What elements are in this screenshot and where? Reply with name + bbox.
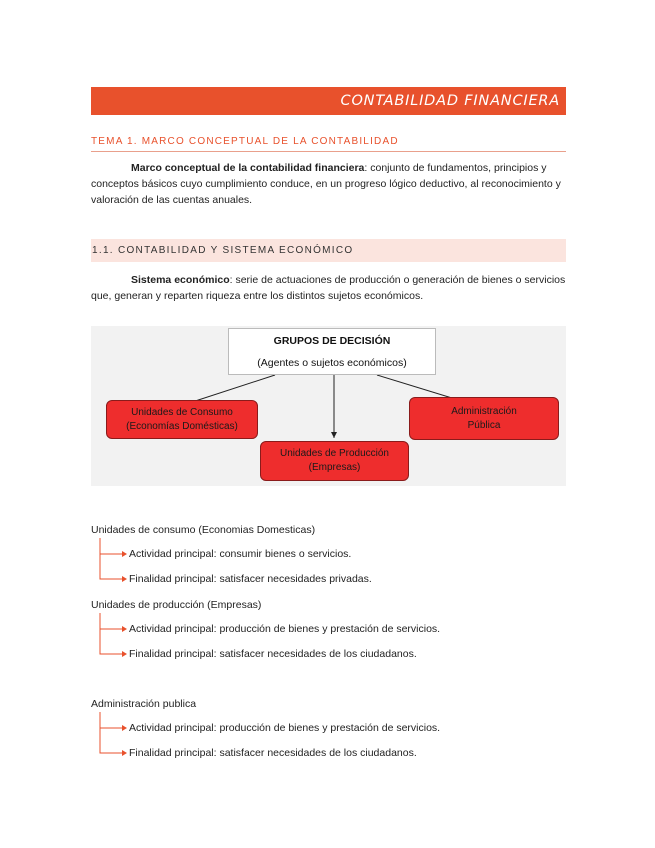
unidades-consumo-box (106, 400, 258, 439)
admin-line2: Pública (467, 419, 501, 431)
grupos-decision-box (228, 328, 436, 375)
group-produccion-arrows (98, 613, 130, 663)
section-title: 1.1. CONTABILIDAD Y SISTEMA ECONÓMICO (92, 245, 354, 256)
intro-term: Marco conceptual de la contabilidad financiera (131, 162, 365, 174)
group-administracion-arrows (98, 712, 130, 762)
produccion-line1: Unidades de Producción (280, 448, 389, 459)
produccion-line2: (Empresas) (308, 462, 361, 473)
group-administracion-item: Actividad principal: producción de bienes y prestación de servicios. (129, 722, 441, 734)
grupos-decision-subtitle: (Agentes o sujetos económicos) (257, 357, 407, 369)
group-consumo-item: Actividad principal: consumir bienes o servicios. (129, 548, 352, 560)
consumo-line2: (Economías Domésticas) (126, 420, 238, 432)
administracion-publica-box (409, 397, 559, 440)
intro-definition: : conjunto de fundamentos, principios y conceptos básicos cuyo cumplimiento conduce, en un progreso lógico deductivo, al reconocimiento y valoración de las cuentas anuales. (91, 162, 561, 206)
group-produccion-item: Finalidad principal: satisfacer necesidades de los ciudadanos. (129, 648, 417, 660)
group-administracion-item: Finalidad principal: satisfacer necesidades de los ciudadanos. (129, 747, 417, 759)
group-produccion-title: Unidades de producción (Empresas) (91, 599, 262, 611)
unidades-produccion-box (260, 441, 409, 481)
consumo-line1: Unidades de Consumo (131, 406, 233, 418)
sistema-term: Sistema económico (131, 274, 230, 286)
tema-heading: TEMA 1. MARCO CONCEPTUAL DE LA CONTABILIDAD (91, 136, 399, 147)
group-consumo-item: Finalidad principal: satisfacer necesidades privadas. (129, 573, 372, 585)
section-heading (91, 239, 566, 262)
group-produccion-item: Actividad principal: producción de bienes y prestación de servicios. (129, 623, 441, 635)
decision-groups-diagram (91, 326, 566, 486)
tema-divider (91, 151, 566, 152)
intro-paragraph (91, 160, 566, 208)
group-consumo-title: Unidades de consumo (Economias Domesticas) (91, 524, 316, 536)
sistema-definition: : serie de actuaciones de producción o generación de bienes o servicios que, generan y reparten riqueza entre los distintos sujetos económicos. (91, 274, 566, 302)
group-administracion-title: Administración publica (91, 698, 197, 710)
document-header-banner (91, 87, 566, 115)
group-consumo-arrows (98, 538, 130, 588)
admin-line1: Administración (451, 405, 517, 417)
document-title: CONTABILIDAD FINANCIERA (340, 93, 560, 109)
sistema-paragraph (91, 272, 566, 304)
grupos-decision-title: GRUPOS DE DECISIÓN (273, 335, 391, 347)
